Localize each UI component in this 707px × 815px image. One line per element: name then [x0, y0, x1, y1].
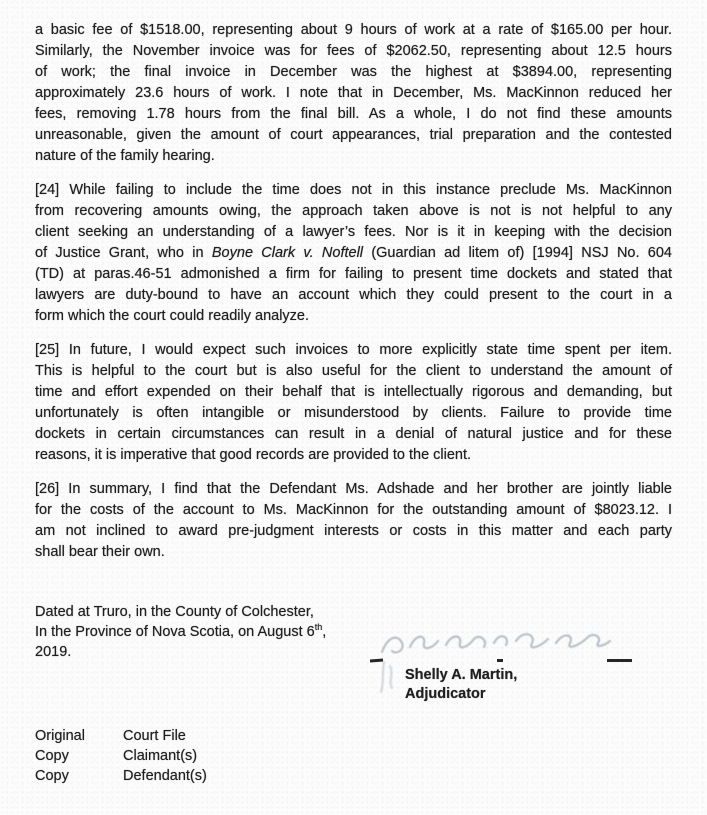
signature-line-dash [497, 659, 503, 662]
distribution-recipient: Court File [123, 728, 186, 744]
text-line: am not inclined to award pre-judgment interests or costs in this matter and each party [35, 523, 672, 539]
distribution-recipient: Defendant(s) [123, 768, 207, 784]
text-line: [26] In summary, I find that the Defendant Ms. Adshade and her brother are jointly liable [35, 481, 672, 497]
paragraph-24 [35, 180, 672, 327]
distribution-copy-type: Copy [35, 748, 69, 764]
text-line: for the costs of the account to Ms. MacKinnon for the outstanding amount of $8023.12. I [35, 502, 672, 518]
signatory [405, 666, 517, 704]
distribution-row [35, 726, 207, 746]
text-line: time and effort expended on their behalf that is intellectually rigorous and demanding, but [35, 384, 672, 400]
body-text [35, 20, 672, 576]
distribution-row [35, 746, 207, 766]
text-line: shall bear their own. [35, 544, 165, 560]
dating-line: Dated at Truro, in the County of Colchester, [35, 604, 314, 620]
ordinal-superscript: th [314, 622, 323, 633]
text-line: This is helpful to the court but is also useful for the client to understand the amount of [35, 363, 672, 379]
text-line: approximately 23.6 hours of work. I note that in December, Ms. MacKinnon reduced her [35, 85, 672, 101]
text-line: unreasonable, given the amount of court appearances, trial preparation and the contested [35, 127, 672, 143]
dating-line: 2019. [35, 644, 72, 660]
adjudicator-name: Shelly A. Martin, [405, 667, 518, 683]
text-line: fees, removing 1.78 hours from the final bill. As a whole, I do not find these amounts [35, 106, 672, 122]
paragraph-26 [35, 479, 672, 563]
text-line-citation [35, 243, 672, 264]
citation-pre: of Justice Grant, who in [35, 245, 212, 261]
text-line: form which the court could readily analyze. [35, 308, 310, 324]
text-line: [25] In future, I would expect such invoices to more explicitly state time spent per item. [35, 342, 672, 358]
text-line: dockets in certain circumstances can result in a denial of natural justice and for these [35, 426, 672, 442]
text-line: reasons, it is imperative that good records are provided to the client. [35, 447, 472, 463]
distribution-recipient: Claimant(s) [123, 748, 198, 764]
text-line: of work; the final invoice in December was the highest at $3894.00, representing [35, 64, 672, 80]
signature-line-dash [607, 659, 632, 662]
text-line: Similarly, the November invoice was for fees of $2062.50, representing about 12.5 hours [35, 43, 672, 59]
distribution-list [35, 726, 207, 786]
paragraph-25 [35, 340, 672, 466]
paragraph-continuation [35, 20, 672, 167]
text-line: unfortunately is often intangible or misunderstood by clients. Failure to provide time [35, 405, 672, 421]
text-line: nature of the family hearing. [35, 148, 215, 164]
distribution-copy-type: Original [35, 728, 85, 744]
text-line: lawyers are duty-bound to have an account which they could present to the court in a [35, 287, 672, 303]
citation-post: (Guardian ad litem of) [1994] NSJ No. 604 [363, 245, 672, 261]
text-line: from recovering amounts owing, the approach taken above is not is not helpful to any [35, 203, 672, 219]
text-line: (TD) at paras.46-51 admonished a firm for failing to present time dockets and stated that [35, 266, 672, 282]
distribution-copy-type: Copy [35, 768, 69, 784]
adjudicator-title: Adjudicator [405, 686, 486, 702]
dating-line: In the Province of Nova Scotia, on August 6th, [35, 622, 327, 640]
text-line: [24] While failing to include the time does not in this instance preclude Ms. MacKinnon [35, 182, 672, 198]
text-line: client seeking an understanding of a lawyer’s fees. Nor is it in keeping with the decision [35, 224, 672, 240]
signature-block [368, 628, 678, 728]
case-citation: Boyne Clark v. Noftell [211, 245, 364, 261]
distribution-row [35, 766, 207, 786]
dating-clause [35, 602, 375, 662]
text-line: a basic fee of $1518.00, representing about 9 hours of work at a rate of $165.00 per hour. [35, 22, 672, 38]
